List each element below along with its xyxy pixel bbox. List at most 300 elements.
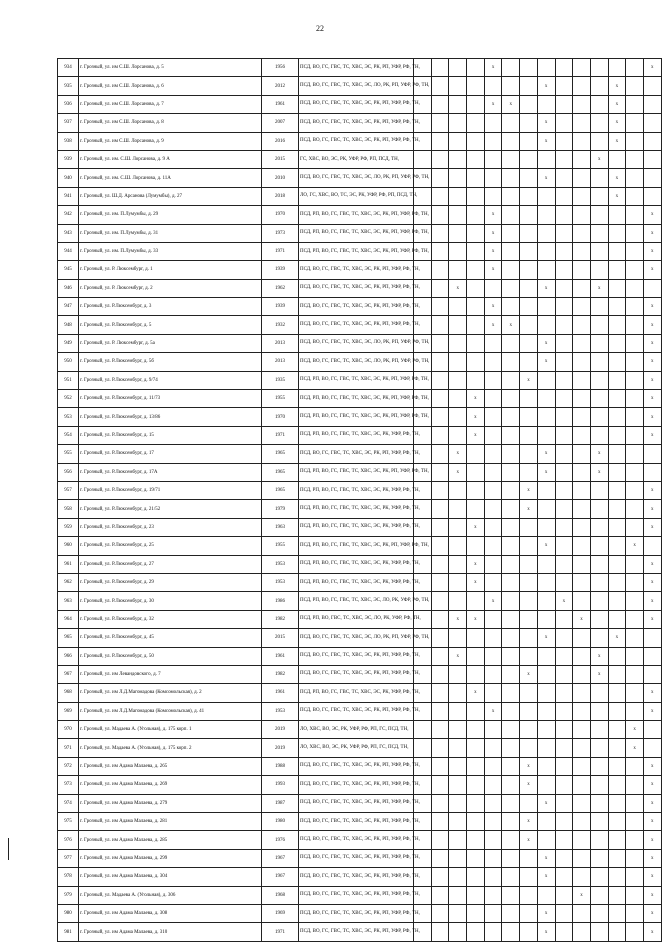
mark-cell bbox=[643, 665, 661, 683]
mark-cell bbox=[626, 77, 644, 95]
mark-cell bbox=[502, 739, 520, 757]
address-cell: г. Грозный, ул. Р.Люксембург, д. 17 bbox=[79, 445, 262, 463]
mark-cell bbox=[537, 371, 555, 389]
mark-cell bbox=[608, 334, 626, 352]
mark-cell bbox=[537, 95, 555, 113]
mark-cell bbox=[467, 757, 485, 775]
table-row bbox=[58, 77, 662, 95]
mark-cell bbox=[555, 316, 573, 334]
mark-cell bbox=[449, 132, 467, 150]
mark-cell bbox=[484, 150, 502, 168]
mark-cell bbox=[573, 463, 591, 481]
mark-cell bbox=[467, 923, 485, 941]
engineering-systems-cell: ПСД, РП, ВО, ГС, ГВС, ТС, ХВС, ЭС, РК, УФР, РФ, ТН, bbox=[299, 684, 414, 702]
row-number-cell: 974 bbox=[58, 794, 79, 812]
address-cell: г. Грозный, ул. им Адама Малаева, д. 265 bbox=[79, 757, 262, 775]
mark-cell bbox=[431, 279, 449, 297]
year-cell: 1935 bbox=[262, 371, 299, 389]
mark-cell: x bbox=[643, 831, 661, 849]
mark-cell bbox=[643, 721, 661, 739]
engineering-systems-cell: ПСД, ВО, ГС, ГВС, ТС, ХВС, ЭС, РК, РП, УФР, РФ, ТН, bbox=[299, 794, 414, 812]
mark-cell: x bbox=[537, 169, 555, 187]
mark-cell bbox=[555, 132, 573, 150]
mark-cell bbox=[626, 647, 644, 665]
mark-cell bbox=[467, 702, 485, 720]
mark-cell bbox=[484, 868, 502, 886]
mark-cell bbox=[626, 481, 644, 499]
mark-cell bbox=[502, 224, 520, 242]
table-row bbox=[58, 279, 662, 297]
mark-cell bbox=[502, 592, 520, 610]
mark-cell bbox=[608, 242, 626, 260]
mark-cell bbox=[608, 776, 626, 794]
mark-cell bbox=[573, 684, 591, 702]
mark-cell bbox=[573, 316, 591, 334]
mark-cell bbox=[431, 298, 449, 316]
table-row bbox=[58, 261, 662, 279]
mark-cell bbox=[467, 132, 485, 150]
mark-cell: x bbox=[608, 132, 626, 150]
mark-cell bbox=[502, 114, 520, 132]
mark-cell bbox=[520, 390, 538, 408]
mark-cell bbox=[484, 739, 502, 757]
mark-cell bbox=[431, 353, 449, 371]
engineering-systems-cell: ПСД, РП, ВО, ГС, ГВС, ТС, ХВС, ЭС, РК, УФР, РФ, ТН, bbox=[299, 426, 414, 444]
mark-cell: x bbox=[537, 77, 555, 95]
year-cell: 1973 bbox=[262, 224, 299, 242]
mark-cell bbox=[555, 721, 573, 739]
table-row bbox=[58, 592, 662, 610]
mark-cell bbox=[502, 390, 520, 408]
address-cell: г. Грозный, ул. Р.Люксембург, д. 32 bbox=[79, 610, 262, 628]
mark-cell bbox=[590, 114, 608, 132]
mark-cell bbox=[520, 279, 538, 297]
table-row bbox=[58, 371, 662, 389]
mark-cell bbox=[484, 923, 502, 941]
mark-cell bbox=[608, 481, 626, 499]
table-row bbox=[58, 647, 662, 665]
mark-cell bbox=[573, 647, 591, 665]
mark-cell bbox=[467, 831, 485, 849]
mark-cell bbox=[520, 298, 538, 316]
mark-cell bbox=[520, 242, 538, 260]
table-row bbox=[58, 500, 662, 518]
mark-cell: x bbox=[537, 353, 555, 371]
mark-cell bbox=[643, 463, 661, 481]
table-row bbox=[58, 702, 662, 720]
mark-cell bbox=[520, 224, 538, 242]
mark-cell bbox=[520, 150, 538, 168]
table-row bbox=[58, 573, 662, 591]
mark-cell bbox=[626, 426, 644, 444]
mark-cell: x bbox=[520, 831, 538, 849]
mark-cell bbox=[484, 463, 502, 481]
mark-cell bbox=[449, 923, 467, 941]
table-row bbox=[58, 886, 662, 904]
mark-cell bbox=[502, 169, 520, 187]
year-cell: 1939 bbox=[262, 298, 299, 316]
mark-cell bbox=[590, 132, 608, 150]
mark-cell bbox=[431, 334, 449, 352]
mark-cell bbox=[520, 95, 538, 113]
mark-cell: x bbox=[537, 334, 555, 352]
mark-cell bbox=[590, 353, 608, 371]
year-cell: 1961 bbox=[262, 684, 299, 702]
address-cell: г. Грозный, ул. им Левандовского, д. 7 bbox=[79, 665, 262, 683]
mark-cell bbox=[537, 298, 555, 316]
engineering-systems-cell: ПСД, РП, ВО, ГВС, ТС, ХВС, ЭС, ЛО, РК, УФР, РФ, ТН, bbox=[299, 610, 414, 628]
mark-cell bbox=[573, 721, 591, 739]
mark-cell bbox=[520, 426, 538, 444]
mark-cell bbox=[537, 592, 555, 610]
mark-cell: x bbox=[643, 518, 661, 536]
mark-cell bbox=[608, 390, 626, 408]
engineering-systems-cell: ПСД, ВО, ГС, ГВС, ТС, ХВС, ЭС, РК, РП, УФР, РФ, ТН, bbox=[299, 849, 414, 867]
year-cell: 1971 bbox=[262, 242, 299, 260]
mark-cell bbox=[608, 757, 626, 775]
address-cell: г. Грозный, ул. Р.Люксембург, д. 15 bbox=[79, 426, 262, 444]
engineering-systems-cell: ПСД, РП, ВО, ГС, ГВС, ТС, ХВС, ЭС, РК, УФР, РФ, ТН, bbox=[299, 573, 414, 591]
mark-cell bbox=[431, 500, 449, 518]
mark-cell: x bbox=[537, 537, 555, 555]
mark-cell: x bbox=[643, 684, 661, 702]
table-row bbox=[58, 132, 662, 150]
mark-cell bbox=[555, 224, 573, 242]
mark-cell bbox=[449, 831, 467, 849]
mark-cell: x bbox=[608, 187, 626, 205]
mark-cell bbox=[431, 555, 449, 573]
mark-cell bbox=[502, 849, 520, 867]
mark-cell bbox=[467, 665, 485, 683]
mark-cell bbox=[431, 886, 449, 904]
mark-cell bbox=[608, 684, 626, 702]
mark-cell bbox=[590, 776, 608, 794]
mark-cell bbox=[449, 150, 467, 168]
mark-cell bbox=[502, 445, 520, 463]
mark-cell bbox=[555, 463, 573, 481]
mark-cell bbox=[449, 555, 467, 573]
mark-cell bbox=[555, 408, 573, 426]
row-number-cell: 956 bbox=[58, 463, 79, 481]
address-cell: г. Грозный, ул. им Адама Малаева, д. 285 bbox=[79, 831, 262, 849]
engineering-systems-cell: ПСД, ВО, ГС, ГВС, ТС, ХВС, ЭС, РК, РП, УФР, РФ, ТН, bbox=[299, 904, 414, 922]
mark-cell bbox=[467, 794, 485, 812]
mark-cell bbox=[573, 59, 591, 77]
mark-cell bbox=[537, 776, 555, 794]
address-cell: г. Грозный, ул. Р.Люксембург, д. 5б bbox=[79, 353, 262, 371]
mark-cell: x bbox=[643, 610, 661, 628]
year-cell: 2018 bbox=[262, 187, 299, 205]
mark-cell bbox=[555, 371, 573, 389]
mark-cell bbox=[555, 610, 573, 628]
mark-cell bbox=[431, 923, 449, 941]
mark-cell bbox=[608, 813, 626, 831]
mark-cell bbox=[449, 95, 467, 113]
table-row bbox=[58, 481, 662, 499]
mark-cell: x bbox=[449, 445, 467, 463]
mark-cell bbox=[590, 77, 608, 95]
mark-cell bbox=[449, 518, 467, 536]
mark-cell bbox=[537, 59, 555, 77]
mark-cell: x bbox=[643, 371, 661, 389]
mark-cell bbox=[626, 353, 644, 371]
engineering-systems-cell: ПСД, ВО, ГС, ГВС, ТС, ХВС, ЭС, РК, РП, УФР, РФ, ТН, bbox=[299, 132, 414, 150]
mark-cell bbox=[484, 813, 502, 831]
mark-cell bbox=[484, 573, 502, 591]
mark-cell bbox=[520, 849, 538, 867]
mark-cell bbox=[590, 684, 608, 702]
engineering-systems-cell: ПСД, РП, ВО, ГС, ГВС, ТС, ХВС, ЭС, РК, РП, УФР, РФ, ТН, bbox=[299, 463, 414, 481]
mark-cell bbox=[608, 279, 626, 297]
mark-cell bbox=[467, 886, 485, 904]
mark-cell bbox=[626, 95, 644, 113]
mark-cell bbox=[555, 261, 573, 279]
mark-cell bbox=[573, 445, 591, 463]
row-number-cell: 934 bbox=[58, 59, 79, 77]
mark-cell: x bbox=[608, 629, 626, 647]
mark-cell bbox=[484, 187, 502, 205]
mark-cell bbox=[608, 555, 626, 573]
mark-cell bbox=[520, 647, 538, 665]
mark-cell bbox=[555, 886, 573, 904]
year-cell: 1967 bbox=[262, 868, 299, 886]
address-cell: г. Грозный, ул. Мадаева А. (Угольная), д. 175 корп. 2 bbox=[79, 739, 262, 757]
row-number-cell: 944 bbox=[58, 242, 79, 260]
mark-cell bbox=[484, 445, 502, 463]
mark-cell bbox=[484, 371, 502, 389]
mark-cell bbox=[449, 702, 467, 720]
mark-cell bbox=[590, 757, 608, 775]
mark-cell bbox=[467, 95, 485, 113]
mark-cell bbox=[467, 187, 485, 205]
table-row bbox=[58, 408, 662, 426]
row-number-cell: 973 bbox=[58, 776, 79, 794]
engineering-systems-cell: ПСД, ВО, ГС, ГВС, ТС, ХВС, ЭС, РК, РП, УФР, РФ, ТН, bbox=[299, 776, 414, 794]
mark-cell bbox=[431, 426, 449, 444]
engineering-systems-cell: ПСД, РП, ВО, ГС, ГВС, ТС, ХВС, ЭС, РК, РП, УФР, РФ, ТН, bbox=[299, 224, 414, 242]
mark-cell bbox=[537, 831, 555, 849]
table-row bbox=[58, 684, 662, 702]
mark-cell bbox=[626, 629, 644, 647]
mark-cell bbox=[643, 187, 661, 205]
mark-cell bbox=[608, 224, 626, 242]
mark-cell bbox=[502, 629, 520, 647]
mark-cell bbox=[520, 721, 538, 739]
mark-cell bbox=[484, 77, 502, 95]
mark-cell bbox=[520, 904, 538, 922]
mark-cell bbox=[502, 831, 520, 849]
mark-cell bbox=[590, 886, 608, 904]
mark-cell: x bbox=[643, 592, 661, 610]
row-number-cell: 981 bbox=[58, 923, 79, 941]
engineering-systems-cell: ПСД, ВО, ГС, ГВС, ТС, ХВС, ЭС, РК, РП, УФР, РФ, ТН, bbox=[299, 95, 414, 113]
mark-cell bbox=[431, 150, 449, 168]
address-cell: г. Грозный, ул. им Л.Д.Магомадова (Комсомольская), д. 2 bbox=[79, 684, 262, 702]
mark-cell bbox=[590, 831, 608, 849]
mark-cell bbox=[520, 684, 538, 702]
mark-cell: x bbox=[467, 684, 485, 702]
mark-cell bbox=[449, 794, 467, 812]
mark-cell bbox=[520, 923, 538, 941]
mark-cell bbox=[467, 371, 485, 389]
engineering-systems-cell: ПСД, ВО, ГС, ГВС, ТС, ХВС, ЭС, ЛО, РК, РП, УФР, РФ, ТН, bbox=[299, 334, 414, 352]
mark-cell bbox=[626, 463, 644, 481]
mark-cell bbox=[467, 114, 485, 132]
mark-cell bbox=[484, 721, 502, 739]
mark-cell bbox=[502, 610, 520, 628]
mark-cell bbox=[484, 886, 502, 904]
mark-cell bbox=[520, 132, 538, 150]
mark-cell bbox=[502, 647, 520, 665]
mark-cell bbox=[573, 353, 591, 371]
registry-body bbox=[58, 59, 662, 942]
mark-cell bbox=[431, 371, 449, 389]
mark-cell bbox=[537, 555, 555, 573]
mark-cell bbox=[608, 886, 626, 904]
mark-cell bbox=[573, 923, 591, 941]
address-cell: г. Грозный, ул. Р.Люксембург, д. 13/86 bbox=[79, 408, 262, 426]
mark-cell bbox=[449, 371, 467, 389]
mark-cell bbox=[626, 886, 644, 904]
mark-cell bbox=[431, 757, 449, 775]
mark-cell: x bbox=[626, 537, 644, 555]
mark-cell: x bbox=[449, 610, 467, 628]
mark-cell bbox=[502, 206, 520, 224]
year-cell: 1982 bbox=[262, 610, 299, 628]
table-row bbox=[58, 169, 662, 187]
mark-cell bbox=[449, 573, 467, 591]
mark-cell bbox=[431, 77, 449, 95]
mark-cell bbox=[626, 242, 644, 260]
address-cell: г. Грозный, ул. им. П.Лумумбы, д. 33 bbox=[79, 242, 262, 260]
mark-cell: x bbox=[643, 886, 661, 904]
mark-cell bbox=[431, 776, 449, 794]
mark-cell bbox=[608, 316, 626, 334]
mark-cell bbox=[626, 794, 644, 812]
mark-cell bbox=[608, 150, 626, 168]
address-cell: г. Грозный, ул. им Л.Д.Магомадова (Комсомольская), д. 41 bbox=[79, 702, 262, 720]
mark-cell bbox=[467, 592, 485, 610]
mark-cell bbox=[555, 77, 573, 95]
mark-cell bbox=[608, 537, 626, 555]
mark-cell: x bbox=[643, 923, 661, 941]
table-row bbox=[58, 757, 662, 775]
mark-cell: x bbox=[467, 555, 485, 573]
table-row bbox=[58, 334, 662, 352]
table-row bbox=[58, 923, 662, 941]
address-cell: г. Грозный, ул. Р.Люксембург, д. 30 bbox=[79, 592, 262, 610]
mark-cell bbox=[590, 481, 608, 499]
mark-cell bbox=[626, 555, 644, 573]
mark-cell bbox=[537, 684, 555, 702]
address-cell: г. Грозный, ул. им С.Ш. Лорсанова, д. 7 bbox=[79, 95, 262, 113]
table-row bbox=[58, 629, 662, 647]
mark-cell bbox=[590, 813, 608, 831]
mark-cell bbox=[537, 426, 555, 444]
year-cell: 1953 bbox=[262, 573, 299, 591]
mark-cell bbox=[590, 629, 608, 647]
mark-cell bbox=[643, 739, 661, 757]
table-row bbox=[58, 224, 662, 242]
engineering-systems-cell: ПСД, ВО, ГС, ГВС, ТС, ХВС, ЭС, РК, РП, УФР, РФ, ТН, bbox=[299, 665, 414, 683]
mark-cell bbox=[520, 169, 538, 187]
address-cell: г. Грозный, ул. им. П.Лумумбы, д. 31 bbox=[79, 224, 262, 242]
mark-cell: x bbox=[537, 904, 555, 922]
mark-cell bbox=[502, 500, 520, 518]
mark-cell bbox=[449, 776, 467, 794]
mark-cell bbox=[467, 334, 485, 352]
mark-cell bbox=[431, 316, 449, 334]
mark-cell bbox=[626, 334, 644, 352]
mark-cell bbox=[555, 665, 573, 683]
year-cell: 1956 bbox=[262, 59, 299, 77]
year-cell: 1971 bbox=[262, 923, 299, 941]
mark-cell bbox=[431, 408, 449, 426]
mark-cell bbox=[449, 904, 467, 922]
mark-cell bbox=[590, 592, 608, 610]
mark-cell bbox=[626, 150, 644, 168]
mark-cell bbox=[555, 206, 573, 224]
mark-cell bbox=[484, 169, 502, 187]
mark-cell bbox=[467, 481, 485, 499]
mark-cell bbox=[537, 665, 555, 683]
mark-cell: x bbox=[590, 445, 608, 463]
mark-cell bbox=[467, 206, 485, 224]
mark-cell bbox=[467, 463, 485, 481]
mark-cell bbox=[573, 500, 591, 518]
mark-cell bbox=[608, 665, 626, 683]
address-cell: г. Грозный, ул. им С.Ш. Лорсанова, д. 9 bbox=[79, 132, 262, 150]
address-cell: г. Грозный, ул. им. С.Ш. Лорсанова, д. 9 А bbox=[79, 150, 262, 168]
mark-cell bbox=[573, 390, 591, 408]
mark-cell bbox=[573, 150, 591, 168]
mark-cell bbox=[555, 757, 573, 775]
mark-cell: x bbox=[484, 95, 502, 113]
table-row bbox=[58, 794, 662, 812]
mark-cell bbox=[573, 573, 591, 591]
mark-cell bbox=[431, 187, 449, 205]
row-number-cell: 953 bbox=[58, 408, 79, 426]
table-row bbox=[58, 849, 662, 867]
mark-cell bbox=[555, 537, 573, 555]
mark-cell bbox=[502, 59, 520, 77]
engineering-systems-cell: ПСД, РП, ВО, ГС, ГВС, ТС, ХВС, ЭС, РК, РП, УФР, РФ, ТН, bbox=[299, 206, 414, 224]
mark-cell: x bbox=[555, 592, 573, 610]
mark-cell bbox=[626, 813, 644, 831]
address-cell: г. Грозный, ул. им Адама Малаева, д. 281 bbox=[79, 813, 262, 831]
mark-cell bbox=[626, 518, 644, 536]
mark-cell bbox=[590, 206, 608, 224]
mark-cell: x bbox=[520, 813, 538, 831]
mark-cell bbox=[449, 739, 467, 757]
year-cell: 1955 bbox=[262, 390, 299, 408]
mark-cell bbox=[449, 77, 467, 95]
mark-cell: x bbox=[643, 757, 661, 775]
mark-cell bbox=[590, 426, 608, 444]
mark-cell: x bbox=[590, 279, 608, 297]
mark-cell: x bbox=[502, 316, 520, 334]
mark-cell bbox=[502, 426, 520, 444]
mark-cell bbox=[626, 408, 644, 426]
mark-cell bbox=[626, 224, 644, 242]
mark-cell bbox=[555, 279, 573, 297]
year-cell: 1993 bbox=[262, 776, 299, 794]
mark-cell bbox=[431, 629, 449, 647]
mark-cell bbox=[449, 59, 467, 77]
mark-cell bbox=[520, 408, 538, 426]
year-cell: 1939 bbox=[262, 261, 299, 279]
mark-cell bbox=[590, 408, 608, 426]
